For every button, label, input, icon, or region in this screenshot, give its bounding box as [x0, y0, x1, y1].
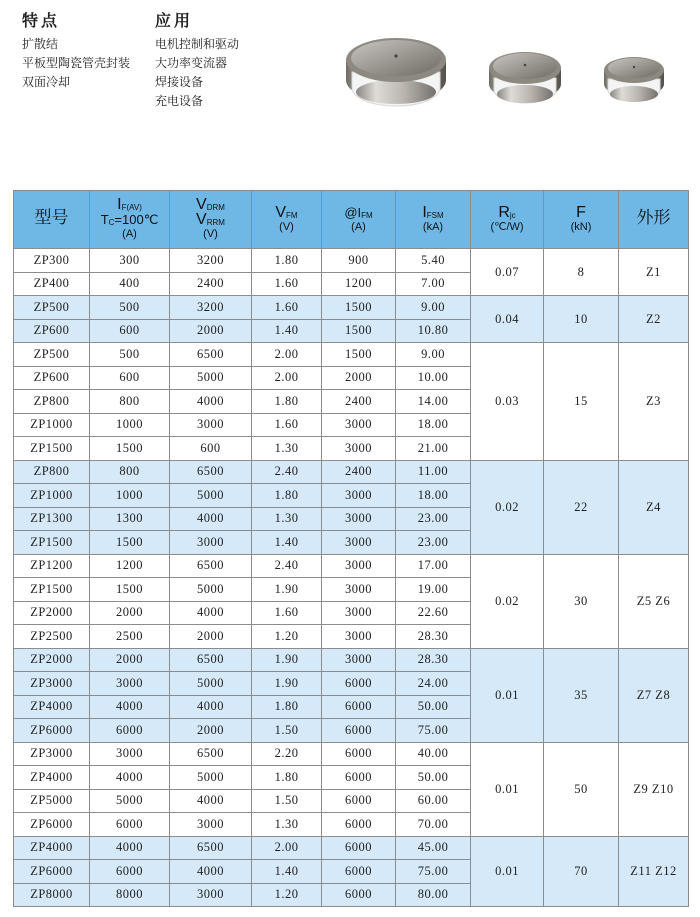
ifsm-cell: 40.00	[396, 742, 471, 766]
vdrm-cell: 6500	[170, 554, 252, 578]
header-at-ifm: $@I_{FM}$ (A)	[322, 191, 396, 249]
vfm-cell: 1.30	[252, 507, 322, 531]
vdrm-cell: 5000	[170, 672, 252, 696]
model-cell: ZP3000	[14, 742, 90, 766]
ifm-cell: 1500	[322, 343, 396, 367]
vdrm-cell: 6500	[170, 648, 252, 672]
vfm-cell: 1.80	[252, 390, 322, 414]
ifm-cell: 6000	[322, 695, 396, 719]
vfm-cell: 1.80	[252, 484, 322, 508]
if-av-cell: 1300	[90, 507, 170, 531]
if-av-cell: 8000	[90, 883, 170, 907]
if-av-cell: 2000	[90, 648, 170, 672]
header-clamping-force: F (kN)	[544, 191, 619, 249]
if-av-cell: 800	[90, 390, 170, 414]
ifm-cell: 3000	[322, 625, 396, 649]
vfm-cell: 1.50	[252, 789, 322, 813]
clamping-force-cell: 70	[544, 836, 619, 907]
model-cell: ZP4000	[14, 836, 90, 860]
if-av-cell: 5000	[90, 789, 170, 813]
ifm-cell: 1500	[322, 319, 396, 343]
model-cell: ZP1000	[14, 484, 90, 508]
ifsm-cell: 22.60	[396, 601, 471, 625]
ifm-cell: 6000	[322, 813, 396, 837]
feature-item: 扩散结	[22, 37, 59, 51]
vfm-cell: 1.80	[252, 766, 322, 790]
model-cell: ZP1000	[14, 413, 90, 437]
if-av-cell: 1500	[90, 437, 170, 461]
if-av-cell: 600	[90, 366, 170, 390]
vdrm-cell: 3000	[170, 813, 252, 837]
if-av-cell: 400	[90, 272, 170, 296]
rjc-cell: 0.01	[471, 836, 544, 907]
model-cell: ZP1300	[14, 507, 90, 531]
if-av-cell: 2500	[90, 625, 170, 649]
ifsm-cell: 11.00	[396, 460, 471, 484]
if-av-cell: 6000	[90, 813, 170, 837]
ifsm-cell: 21.00	[396, 437, 471, 461]
model-cell: ZP500	[14, 296, 90, 320]
header-outline: 外形	[619, 191, 689, 249]
vdrm-cell: 4000	[170, 601, 252, 625]
ifsm-cell: 75.00	[396, 860, 471, 884]
vfm-cell: 1.40	[252, 319, 322, 343]
application-item: 电机控制和驱动	[155, 37, 240, 51]
clamping-force-cell: 35	[544, 648, 619, 742]
if-av-cell: 6000	[90, 719, 170, 743]
outline-cell: Z9 Z10	[619, 742, 689, 836]
ifm-cell: 900	[322, 249, 396, 273]
thyristor-small-image	[600, 48, 668, 108]
ifm-cell: 3000	[322, 554, 396, 578]
table-row	[14, 554, 689, 578]
model-cell: ZP8000	[14, 883, 90, 907]
outline-cell: Z11 Z12	[619, 836, 689, 907]
model-cell: ZP2000	[14, 648, 90, 672]
clamping-force-cell: 50	[544, 742, 619, 836]
thyristor-medium-image	[485, 40, 565, 110]
vfm-cell: 1.20	[252, 625, 322, 649]
if-av-cell: 1200	[90, 554, 170, 578]
if-av-cell: 600	[90, 319, 170, 343]
ifm-cell: 2400	[322, 390, 396, 414]
application-item: 大功率变流器	[155, 56, 228, 70]
specifications-table	[13, 190, 689, 907]
ifsm-cell: 75.00	[396, 719, 471, 743]
outline-cell: Z1	[619, 249, 689, 296]
clamping-force-cell: 15	[544, 343, 619, 461]
if-av-cell: 4000	[90, 766, 170, 790]
vfm-cell: 1.60	[252, 272, 322, 296]
rjc-cell: 0.01	[471, 648, 544, 742]
header-if-av: $I_{F(AV)}$ $T_C=100℃$ (A)	[90, 191, 170, 249]
model-cell: ZP500	[14, 343, 90, 367]
if-av-cell: 3000	[90, 742, 170, 766]
model-cell: ZP2000	[14, 601, 90, 625]
vfm-cell: 1.40	[252, 860, 322, 884]
vfm-cell: 1.60	[252, 601, 322, 625]
table-row	[14, 460, 689, 484]
ifsm-cell: 23.00	[396, 507, 471, 531]
ifm-cell: 3000	[322, 578, 396, 602]
application-item: 充电设备	[155, 94, 204, 108]
if-av-cell: 6000	[90, 860, 170, 884]
outline-cell: Z7 Z8	[619, 648, 689, 742]
header-rjc: $R_{jc}$ (℃/W)	[471, 191, 544, 249]
ifm-cell: 2400	[322, 460, 396, 484]
ifsm-cell: 9.00	[396, 296, 471, 320]
feature-item: 双面冷却	[22, 75, 71, 89]
if-av-cell: 300	[90, 249, 170, 273]
vdrm-cell: 600	[170, 437, 252, 461]
ifsm-cell: 45.00	[396, 836, 471, 860]
ifsm-cell: 10.80	[396, 319, 471, 343]
model-cell: ZP1200	[14, 554, 90, 578]
model-cell: ZP400	[14, 272, 90, 296]
application-item: 焊接设备	[155, 75, 204, 89]
table-header-row	[14, 191, 689, 249]
ifm-cell: 3000	[322, 484, 396, 508]
ifsm-cell: 23.00	[396, 531, 471, 555]
model-cell: ZP1500	[14, 531, 90, 555]
vfm-cell: 2.00	[252, 366, 322, 390]
table-row	[14, 742, 689, 766]
header-model: 型号	[14, 191, 90, 249]
if-av-cell: 500	[90, 296, 170, 320]
ifm-cell: 3000	[322, 531, 396, 555]
vfm-cell: 1.60	[252, 296, 322, 320]
clamping-force-cell: 30	[544, 554, 619, 648]
ifsm-cell: 19.00	[396, 578, 471, 602]
vdrm-cell: 3000	[170, 531, 252, 555]
rjc-cell: 0.04	[471, 296, 544, 343]
vdrm-cell: 5000	[170, 578, 252, 602]
model-cell: ZP1500	[14, 437, 90, 461]
vfm-cell: 1.60	[252, 413, 322, 437]
table-row	[14, 648, 689, 672]
vdrm-cell: 3000	[170, 413, 252, 437]
vdrm-cell: 4000	[170, 390, 252, 414]
table-row	[14, 836, 689, 860]
ifsm-cell: 60.00	[396, 789, 471, 813]
vfm-cell: 1.90	[252, 648, 322, 672]
vdrm-cell: 2400	[170, 272, 252, 296]
vfm-cell: 2.40	[252, 554, 322, 578]
vfm-cell: 1.30	[252, 813, 322, 837]
vdrm-cell: 6500	[170, 742, 252, 766]
model-cell: ZP600	[14, 319, 90, 343]
clamping-force-cell: 10	[544, 296, 619, 343]
applications-section	[155, 8, 239, 111]
table-row	[14, 343, 689, 367]
vfm-cell: 1.90	[252, 578, 322, 602]
ifsm-cell: 50.00	[396, 766, 471, 790]
model-cell: ZP2500	[14, 625, 90, 649]
vdrm-cell: 2000	[170, 625, 252, 649]
vfm-cell: 1.80	[252, 249, 322, 273]
header-ifsm: $I_{FSM}$ (kA)	[396, 191, 471, 249]
if-av-cell: 4000	[90, 836, 170, 860]
model-cell: ZP3000	[14, 672, 90, 696]
vfm-cell: 2.00	[252, 343, 322, 367]
clamping-force-cell: 8	[544, 249, 619, 296]
model-cell: ZP800	[14, 460, 90, 484]
ifsm-cell: 5.40	[396, 249, 471, 273]
ifm-cell: 3000	[322, 601, 396, 625]
vdrm-cell: 4000	[170, 860, 252, 884]
model-cell: ZP300	[14, 249, 90, 273]
if-av-cell: 800	[90, 460, 170, 484]
header-vdrm-vrrm: $V_{DRM}$ $V_{RRM}$ (V)	[170, 191, 252, 249]
ifm-cell: 1500	[322, 296, 396, 320]
ifm-cell: 3000	[322, 413, 396, 437]
vdrm-cell: 4000	[170, 695, 252, 719]
vdrm-cell: 4000	[170, 507, 252, 531]
vdrm-cell: 5000	[170, 366, 252, 390]
vdrm-cell: 6500	[170, 343, 252, 367]
ifsm-cell: 17.00	[396, 554, 471, 578]
ifm-cell: 6000	[322, 672, 396, 696]
if-av-cell: 1500	[90, 578, 170, 602]
ifsm-cell: 28.30	[396, 648, 471, 672]
model-cell: ZP5000	[14, 789, 90, 813]
if-av-cell: 3000	[90, 672, 170, 696]
ifm-cell: 2000	[322, 366, 396, 390]
vdrm-cell: 3200	[170, 296, 252, 320]
rjc-cell: 0.02	[471, 554, 544, 648]
model-cell: ZP4000	[14, 766, 90, 790]
ifsm-cell: 9.00	[396, 343, 471, 367]
table-row	[14, 296, 689, 320]
vfm-cell: 1.50	[252, 719, 322, 743]
if-av-cell: 1000	[90, 413, 170, 437]
header-vfm: $V_{FM}$ (V)	[252, 191, 322, 249]
ifm-cell: 6000	[322, 860, 396, 884]
ifm-cell: 6000	[322, 742, 396, 766]
if-av-cell: 1000	[90, 484, 170, 508]
ifm-cell: 6000	[322, 789, 396, 813]
if-av-cell: 1500	[90, 531, 170, 555]
model-cell: ZP600	[14, 366, 90, 390]
ifsm-cell: 18.00	[396, 413, 471, 437]
if-av-cell: 4000	[90, 695, 170, 719]
ifsm-cell: 10.00	[396, 366, 471, 390]
vdrm-cell: 6500	[170, 836, 252, 860]
vdrm-cell: 3000	[170, 883, 252, 907]
ifm-cell: 6000	[322, 766, 396, 790]
rjc-cell: 0.02	[471, 460, 544, 554]
vfm-cell: 1.90	[252, 672, 322, 696]
if-av-cell: 500	[90, 343, 170, 367]
vdrm-cell: 3200	[170, 249, 252, 273]
outline-cell: Z3	[619, 343, 689, 461]
ifm-cell: 1200	[322, 272, 396, 296]
vfm-cell: 2.00	[252, 836, 322, 860]
vfm-cell: 2.20	[252, 742, 322, 766]
vdrm-cell: 6500	[170, 460, 252, 484]
ifm-cell: 3000	[322, 437, 396, 461]
ifm-cell: 3000	[322, 507, 396, 531]
ifm-cell: 3000	[322, 648, 396, 672]
vdrm-cell: 4000	[170, 789, 252, 813]
model-cell: ZP6000	[14, 813, 90, 837]
ifsm-cell: 14.00	[396, 390, 471, 414]
table-row	[14, 249, 689, 273]
if-av-cell: 2000	[90, 601, 170, 625]
feature-item: 平板型陶瓷管壳封装	[22, 56, 131, 70]
vdrm-cell: 5000	[170, 484, 252, 508]
model-cell: ZP4000	[14, 695, 90, 719]
rjc-cell: 0.07	[471, 249, 544, 296]
clamping-force-cell: 22	[544, 460, 619, 554]
vdrm-cell: 2000	[170, 719, 252, 743]
features-title: 特点	[22, 11, 61, 30]
vfm-cell: 1.20	[252, 883, 322, 907]
rjc-cell: 0.03	[471, 343, 544, 461]
ifsm-cell: 28.30	[396, 625, 471, 649]
vfm-cell: 1.80	[252, 695, 322, 719]
outline-cell: Z5 Z6	[619, 554, 689, 648]
features-section	[22, 8, 130, 92]
model-cell: ZP6000	[14, 860, 90, 884]
rjc-cell: 0.01	[471, 742, 544, 836]
ifsm-cell: 80.00	[396, 883, 471, 907]
vdrm-cell: 2000	[170, 319, 252, 343]
model-cell: ZP1500	[14, 578, 90, 602]
ifsm-cell: 7.00	[396, 272, 471, 296]
vfm-cell: 1.40	[252, 531, 322, 555]
model-cell: ZP800	[14, 390, 90, 414]
vfm-cell: 1.30	[252, 437, 322, 461]
model-cell: ZP6000	[14, 719, 90, 743]
ifsm-cell: 70.00	[396, 813, 471, 837]
thyristor-large-image	[340, 22, 452, 110]
ifm-cell: 6000	[322, 836, 396, 860]
ifsm-cell: 50.00	[396, 695, 471, 719]
outline-cell: Z4	[619, 460, 689, 554]
vdrm-cell: 5000	[170, 766, 252, 790]
outline-cell: Z2	[619, 296, 689, 343]
ifm-cell: 6000	[322, 719, 396, 743]
ifsm-cell: 18.00	[396, 484, 471, 508]
ifm-cell: 6000	[322, 883, 396, 907]
ifsm-cell: 24.00	[396, 672, 471, 696]
vfm-cell: 2.40	[252, 460, 322, 484]
applications-title: 应用	[155, 11, 194, 30]
